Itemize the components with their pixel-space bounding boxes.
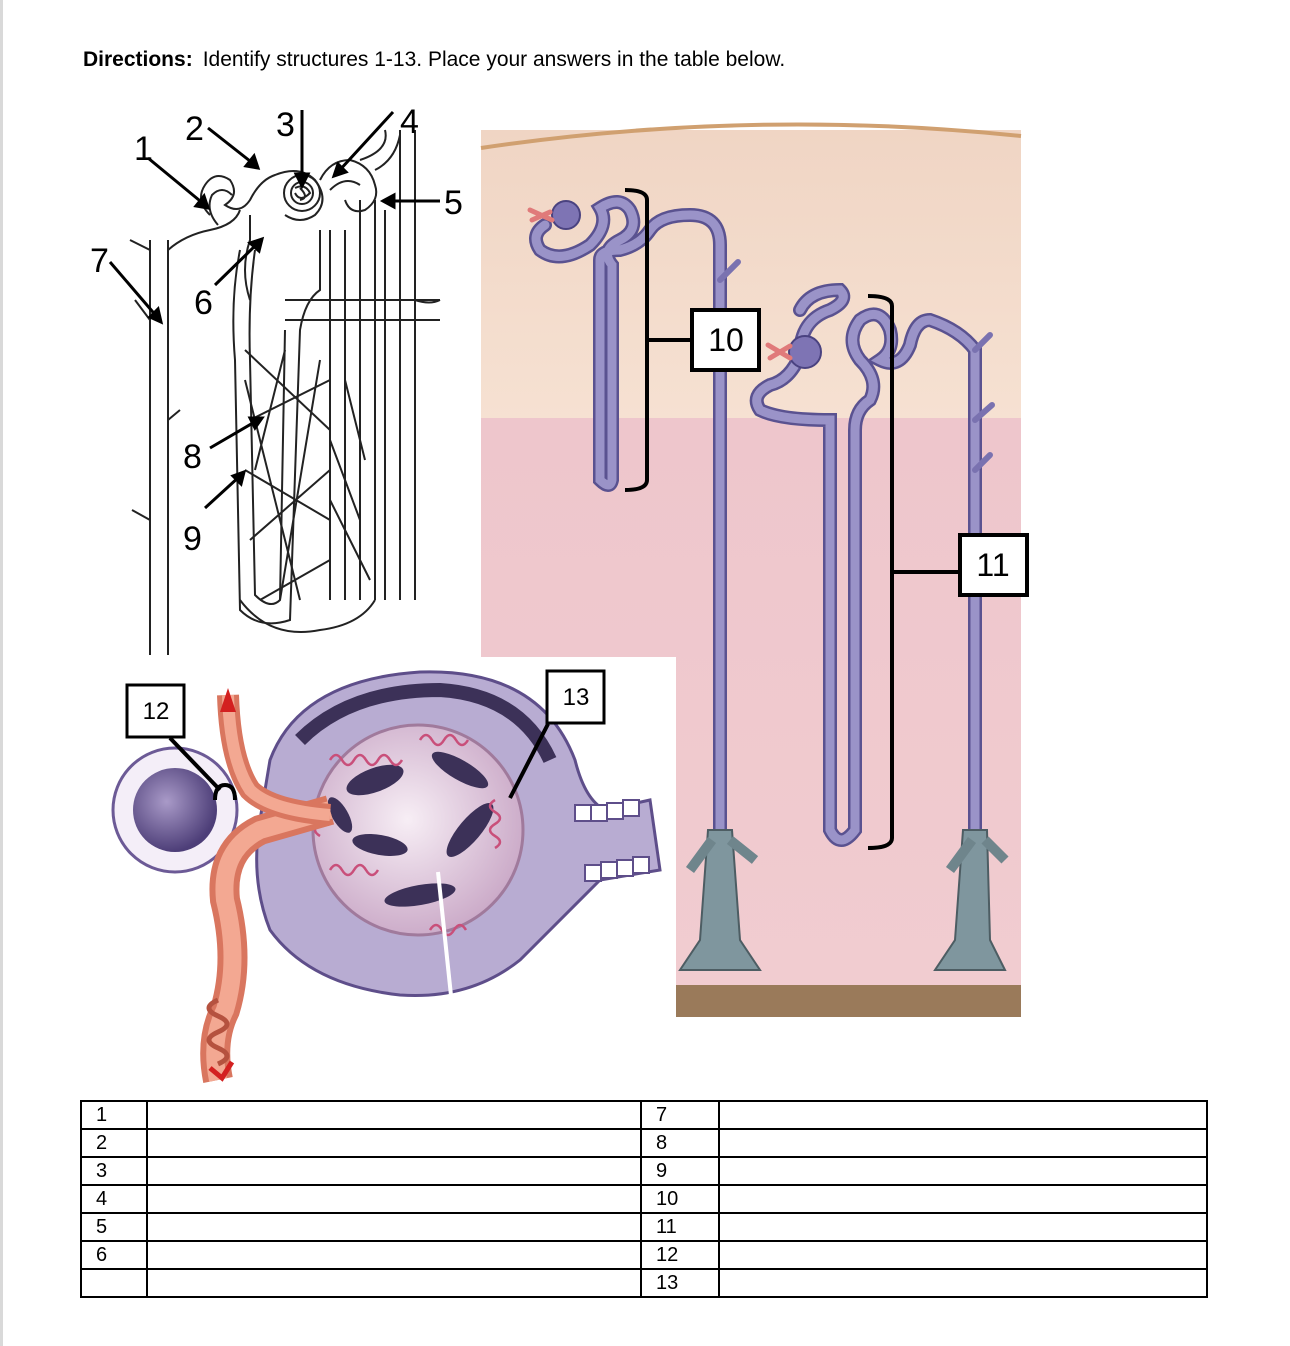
label-2: 2 [185, 110, 204, 148]
label-11: 11 [976, 547, 1010, 583]
label-3: 3 [276, 106, 295, 144]
table-row [81, 1101, 1207, 1129]
row-number: 12 [641, 1241, 719, 1269]
answer-cell[interactable] [147, 1129, 641, 1157]
answer-table [80, 1100, 1208, 1298]
label-13: 13 [562, 684, 590, 711]
table-row [81, 1269, 1207, 1297]
answer-cell[interactable] [719, 1241, 1207, 1269]
label-1: 1 [134, 130, 153, 168]
row-number: 11 [641, 1213, 719, 1241]
row-number: 10 [641, 1185, 719, 1213]
table-row [81, 1129, 1207, 1157]
label-4: 4 [400, 103, 419, 141]
answer-cell[interactable] [147, 1213, 641, 1241]
directions-text: Identify structures 1-13. Place your answers in the table below. [202, 48, 786, 71]
label-12: 12 [142, 698, 170, 725]
table-row [81, 1185, 1207, 1213]
row-number: 8 [641, 1129, 719, 1157]
row-number: 13 [641, 1269, 719, 1297]
glomerulus-illustration [90, 657, 676, 1082]
answer-cell[interactable] [719, 1185, 1207, 1213]
label-8: 8 [183, 438, 202, 476]
answer-cell[interactable] [719, 1129, 1207, 1157]
table-row [81, 1213, 1207, 1241]
answer-cell[interactable] [147, 1185, 641, 1213]
line-drawing-arrows [110, 110, 440, 508]
answer-cell[interactable] [147, 1157, 641, 1185]
answer-cell[interactable] [719, 1213, 1207, 1241]
answer-cell[interactable] [719, 1269, 1207, 1297]
row-number [81, 1269, 147, 1297]
row-number: 2 [81, 1129, 147, 1157]
row-number: 7 [641, 1101, 719, 1129]
row-number: 4 [81, 1185, 147, 1213]
directions-heading: Directions: [83, 48, 193, 71]
answer-cell[interactable] [719, 1101, 1207, 1129]
label-9: 9 [183, 520, 202, 558]
row-number: 3 [81, 1157, 147, 1185]
row-number: 6 [81, 1241, 147, 1269]
cortex-region [481, 130, 1021, 420]
label-7: 7 [90, 242, 109, 280]
label-5: 5 [444, 184, 463, 222]
nephron-line-drawing [130, 130, 440, 655]
row-number: 1 [81, 1101, 147, 1129]
table-row [81, 1241, 1207, 1269]
answer-cell[interactable] [719, 1157, 1207, 1185]
renal-pelvis-edge [676, 985, 1021, 1017]
label-10: 10 [708, 322, 744, 358]
row-number: 9 [641, 1157, 719, 1185]
answer-cell[interactable] [147, 1101, 641, 1129]
table-row [81, 1157, 1207, 1185]
answer-cell[interactable] [147, 1241, 641, 1269]
label-6: 6 [194, 284, 213, 322]
answer-cell[interactable] [147, 1269, 641, 1297]
row-number: 5 [81, 1213, 147, 1241]
